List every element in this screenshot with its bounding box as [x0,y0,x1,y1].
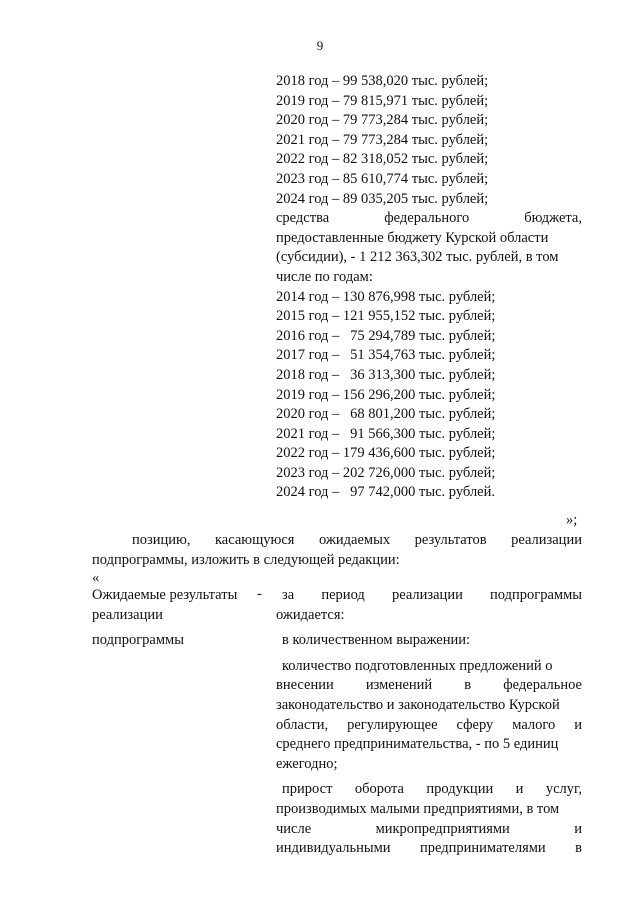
results-line: ожидается: [276,606,345,623]
budget-line: 2018 год – 36 313,300 тыс. рублей; [276,366,496,383]
budget-line: 2018 год – 99 538,020 тыс. рублей; [276,73,489,89]
instruction-paragraph [92,531,582,570]
result-item-line: индивидуальными предпринимателями в [276,840,582,857]
page-number: 9 [316,38,324,53]
federal-intro-line: (субсидии), - 1 212 363,302 тыс. рублей, в том [276,249,559,266]
label-dash: - [257,586,262,602]
budget-list-total [276,72,582,503]
result-item-line: количество подготовленных предложений о [282,657,553,674]
federal-intro-line: средства федерального бюджета, [276,210,582,227]
result-item-line: ежегодно; [276,755,338,772]
result-item-line: производимых малыми предприятиями, в том [276,800,560,817]
instruction-line: позицию, касающуюся ожидаемых результатов реализации [132,532,582,548]
results-description [276,586,582,859]
budget-line: 2016 год – 75 294,789 тыс. рублей; [276,327,496,344]
budget-line: 2023 год – 202 726,000 тыс. рублей; [276,464,496,481]
budget-line: 2019 год – 79 815,971 тыс. рублей; [276,92,489,109]
budget-line: 2017 год – 51 354,763 тыс. рублей; [276,347,496,364]
results-line: в количественном выражении: [282,632,471,649]
result-item-line: законодательство и законодательство Курской [276,696,560,713]
budget-line: 2020 год – 79 773,284 тыс. рублей; [276,112,489,129]
budget-line: 2023 год – 85 610,774 тыс. рублей; [276,170,489,187]
federal-intro-line: предоставленные бюджету Курской области [276,229,549,246]
result-item-line: прирост оборота продукции и услуг, [282,781,582,798]
results-line: за период реализации подпрограммы [282,587,582,603]
budget-line: 2015 год – 121 955,152 тыс. рублей; [276,308,496,325]
open-quote: « [92,570,100,586]
budget-line: 2024 год – 97 742,000 тыс. рублей. [276,484,496,501]
budget-line: 2019 год – 156 296,200 тыс. рублей; [276,386,496,403]
budget-line: 2021 год – 79 773,284 тыс. рублей; [276,131,489,148]
result-item-line: числе микропредприятиями и [276,820,582,837]
results-label: Ожидаемые результаты реализации подпрограммы [92,587,238,649]
result-item-line: среднего предпринимательства, - по 5 единиц [276,736,559,753]
budget-line: 2021 год – 91 566,300 тыс. рублей; [276,425,496,442]
close-quote: »; [566,512,578,528]
result-item-line: внесении изменений в федеральное [276,677,582,694]
budget-line: 2014 год – 130 876,998 тыс. рублей; [276,288,496,305]
budget-line: 2024 год – 89 035,205 тыс. рублей; [276,190,489,207]
federal-intro-line: числе по годам: [276,268,373,285]
budget-line: 2022 год – 82 318,052 тыс. рублей; [276,151,489,168]
budget-line: 2022 год – 179 436,600 тыс. рублей; [276,445,496,462]
budget-line: 2020 год – 68 801,200 тыс. рублей; [276,406,496,423]
instruction-line: подпрограммы, изложить в следующей редакции: [92,551,400,568]
result-item-line: области, регулирующее сферу малого и [276,716,582,733]
